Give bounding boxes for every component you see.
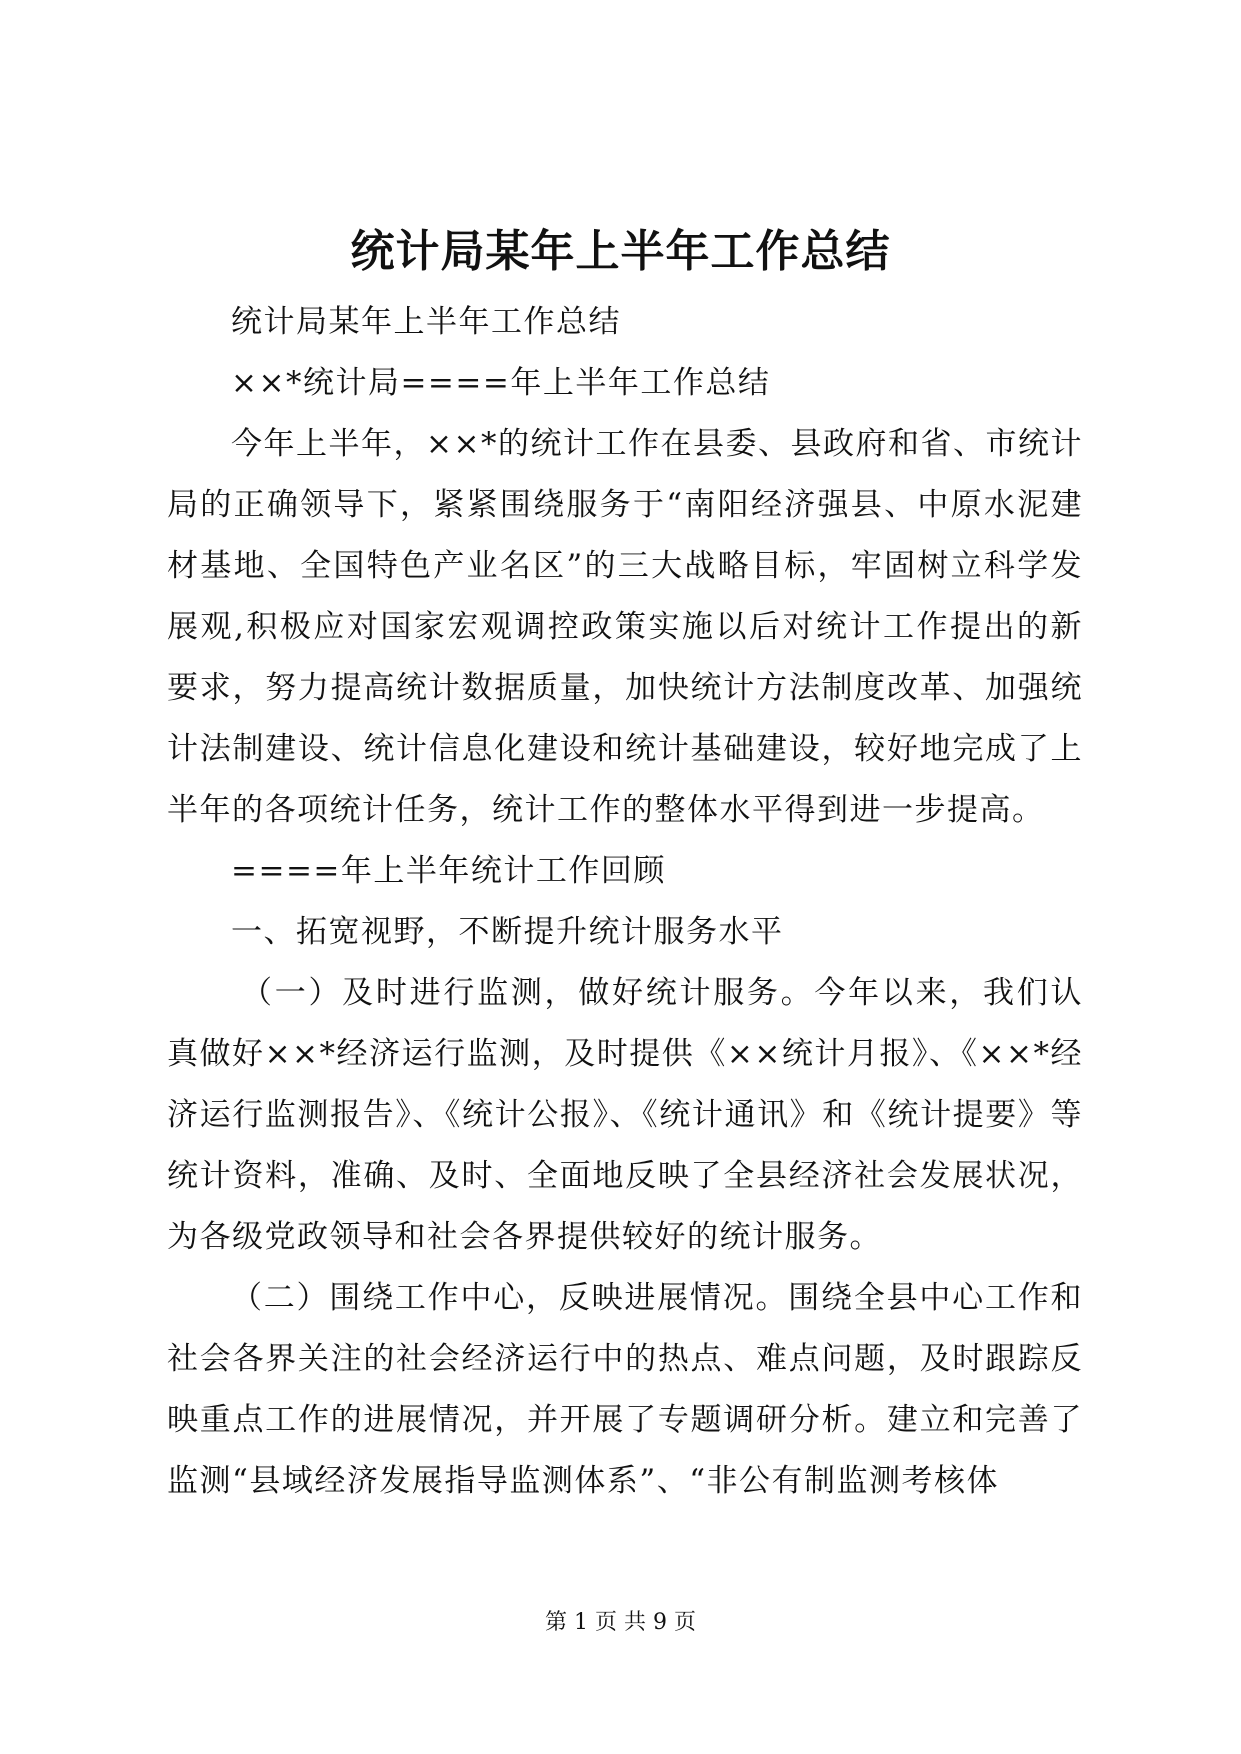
paragraph-intro: 今年上半年，××*的统计工作在县委、县政府和省、市统计局的正确领导下，紧紧围绕服务于“南阳经济强县、中原水泥建材基地、全国特色产业名区”的三大战略目标，牢固树立科学发展观,积极应对国家宏观调控政策实施以后对统计工作提出的新要求，努力提高统计数据质量，加快统计方法制度改革、加强统计法制建设、统计信息化建设和统计基础建设，较好地完成了上半年的各项统计任务，统计工作的整体水平得到进一步提高。 (167, 426, 1083, 828)
page-footer: 第 1 页 共 9 页 (545, 1610, 696, 1635)
document-title: 统计局某年上半年工作总结 (350, 226, 891, 277)
paragraph-review-heading: ====年上半年统计工作回顾 (231, 853, 666, 889)
paragraph-section-one: 一、拓宽视野，不断提升统计服务水平 (231, 914, 784, 950)
paragraph-heading: ××*统计局====年上半年工作总结 (231, 365, 771, 401)
paragraph-subtitle: 统计局某年上半年工作总结 (231, 304, 621, 340)
paragraph-item-two: （二）围绕工作中心，反映进展情况。围绕全县中心工作和社会各界关注的社会经济运行中的热点、难点问题，及时跟踪反映重点工作的进展情况，并开展了专题调研分析。建立和完善了监测“县域经济发展指导监测体系”、“非公有制监测考核体 (167, 1280, 1083, 1499)
paragraph-item-one: （一）及时进行监测，做好统计服务。今年以来，我们认真做好××*经济运行监测，及时提供《××统计月报》、《××*经济运行监测报告》、《统计公报》、《统计通讯》和《统计提要》等统计资料，准确、及时、全面地反映了全县经济社会发展状况，为各级党政领导和社会各界提供较好的统计服务。 (167, 975, 1083, 1255)
document-body (167, 292, 1083, 1512)
